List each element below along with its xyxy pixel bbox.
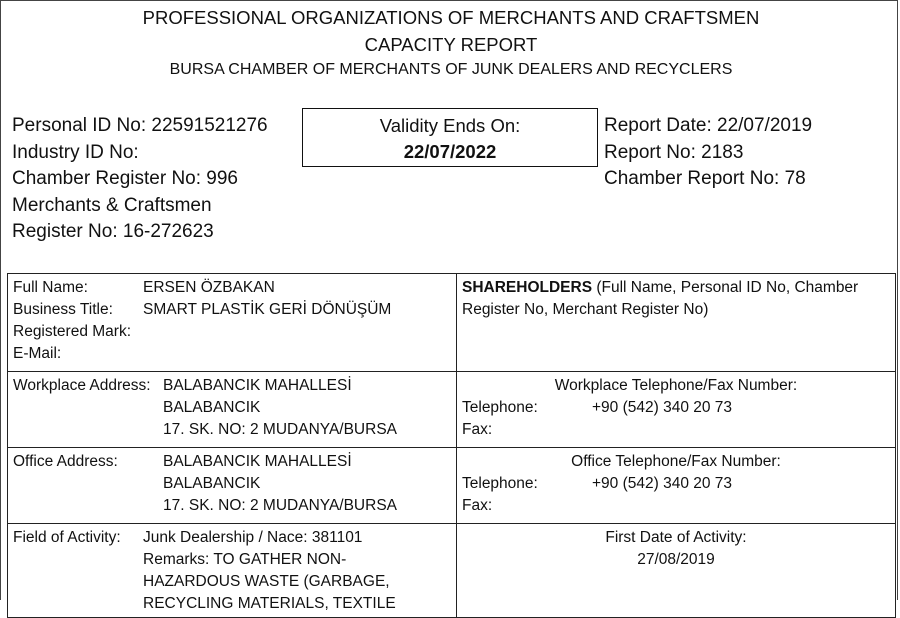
table-row (8, 524, 896, 618)
registration-info (12, 113, 268, 246)
full-name-value: ERSEN ÖZBAKAN (143, 279, 275, 296)
merchants-register-no: Register No: 16-272623 (12, 221, 214, 242)
activity-value: Junk Dealership / Nace: 381101 (143, 529, 363, 546)
validity-box (302, 108, 598, 167)
activity-label: Field of Activity: (13, 529, 121, 546)
first-activity-label: First Date of Activity: (605, 529, 747, 546)
business-title-label: Business Title: (13, 301, 113, 318)
activity-remarks-line2: HAZARDOUS WASTE (GARBAGE, (143, 573, 390, 590)
office-telephone-label: Telephone: (462, 475, 538, 492)
workplace-address-line2: 17. SK. NO: 2 MUDANYA/BURSA (163, 421, 397, 438)
details-table (7, 273, 896, 618)
office-address-cell (8, 448, 457, 524)
first-activity-date: 27/08/2019 (637, 551, 715, 568)
identity-cell (8, 274, 457, 372)
full-name-label: Full Name: (13, 279, 88, 296)
activity-remarks-line1: Remarks: TO GATHER NON- (143, 551, 347, 568)
workplace-address-cell (8, 372, 457, 448)
table-row (8, 274, 896, 372)
org-title: PROFESSIONAL ORGANIZATIONS OF MERCHANTS AND CRAFTSMEN (142, 7, 760, 28)
email-label: E-Mail: (13, 345, 62, 362)
shareholders-title: SHAREHOLDERS (462, 279, 593, 296)
personal-id: Personal ID No: 22591521276 (12, 115, 268, 136)
shareholders-desc-cont: Register No, Merchant Register No) (462, 301, 709, 318)
business-title-value: SMART PLASTİK GERİ DÖNÜŞÜM (143, 301, 392, 318)
activity-remarks-line3: RECYCLING MATERIALS, TEXTILE (143, 595, 396, 612)
office-phone-cell (457, 448, 896, 524)
report-no: Report No: 2183 (604, 141, 744, 163)
workplace-address-line1: BALABANCIK MAHALLESİ BALABANCIK (163, 377, 352, 416)
report-info (604, 113, 812, 193)
office-address-line1: BALABANCIK MAHALLESİ BALABANCIK (163, 453, 352, 492)
registered-mark-label: Registered Mark: (13, 323, 132, 340)
office-phone-title: Office Telephone/Fax Number: (571, 453, 781, 470)
validity-date: 22/07/2022 (403, 141, 497, 162)
shareholders-cell (457, 274, 896, 372)
table-row (8, 448, 896, 524)
chamber-title: BURSA CHAMBER OF MERCHANTS OF JUNK DEALERS AND RECYCLERS (169, 61, 733, 78)
office-address-label: Office Address: (13, 453, 118, 470)
chamber-register-no: Chamber Register No: 996 (12, 168, 238, 189)
office-fax-label: Fax: (462, 497, 493, 514)
first-activity-cell (457, 524, 896, 618)
industry-id: Industry ID No: (12, 141, 139, 163)
workplace-fax-label: Fax: (462, 421, 493, 438)
activity-cell (8, 524, 457, 618)
office-address-line2: 17. SK. NO: 2 MUDANYA/BURSA (163, 497, 397, 514)
office-telephone-value: +90 (542) 340 20 73 (592, 475, 733, 492)
report-title: CAPACITY REPORT (364, 34, 538, 55)
chamber-report-no: Chamber Report No: 78 (604, 168, 806, 189)
table-row (8, 372, 896, 448)
validity-label: Validity Ends On: (379, 115, 521, 136)
shareholders-desc: (Full Name, Personal ID No, Chamber (592, 279, 859, 296)
workplace-telephone-value: +90 (542) 340 20 73 (592, 399, 733, 416)
workplace-address-label: Workplace Address: (13, 377, 151, 394)
merchants-register-label: Merchants & Craftsmen (12, 194, 212, 216)
report-date: Report Date: 22/07/2019 (604, 115, 813, 136)
workplace-telephone-label: Telephone: (462, 399, 538, 416)
workplace-phone-title: Workplace Telephone/Fax Number: (554, 377, 798, 394)
workplace-phone-cell (457, 372, 896, 448)
